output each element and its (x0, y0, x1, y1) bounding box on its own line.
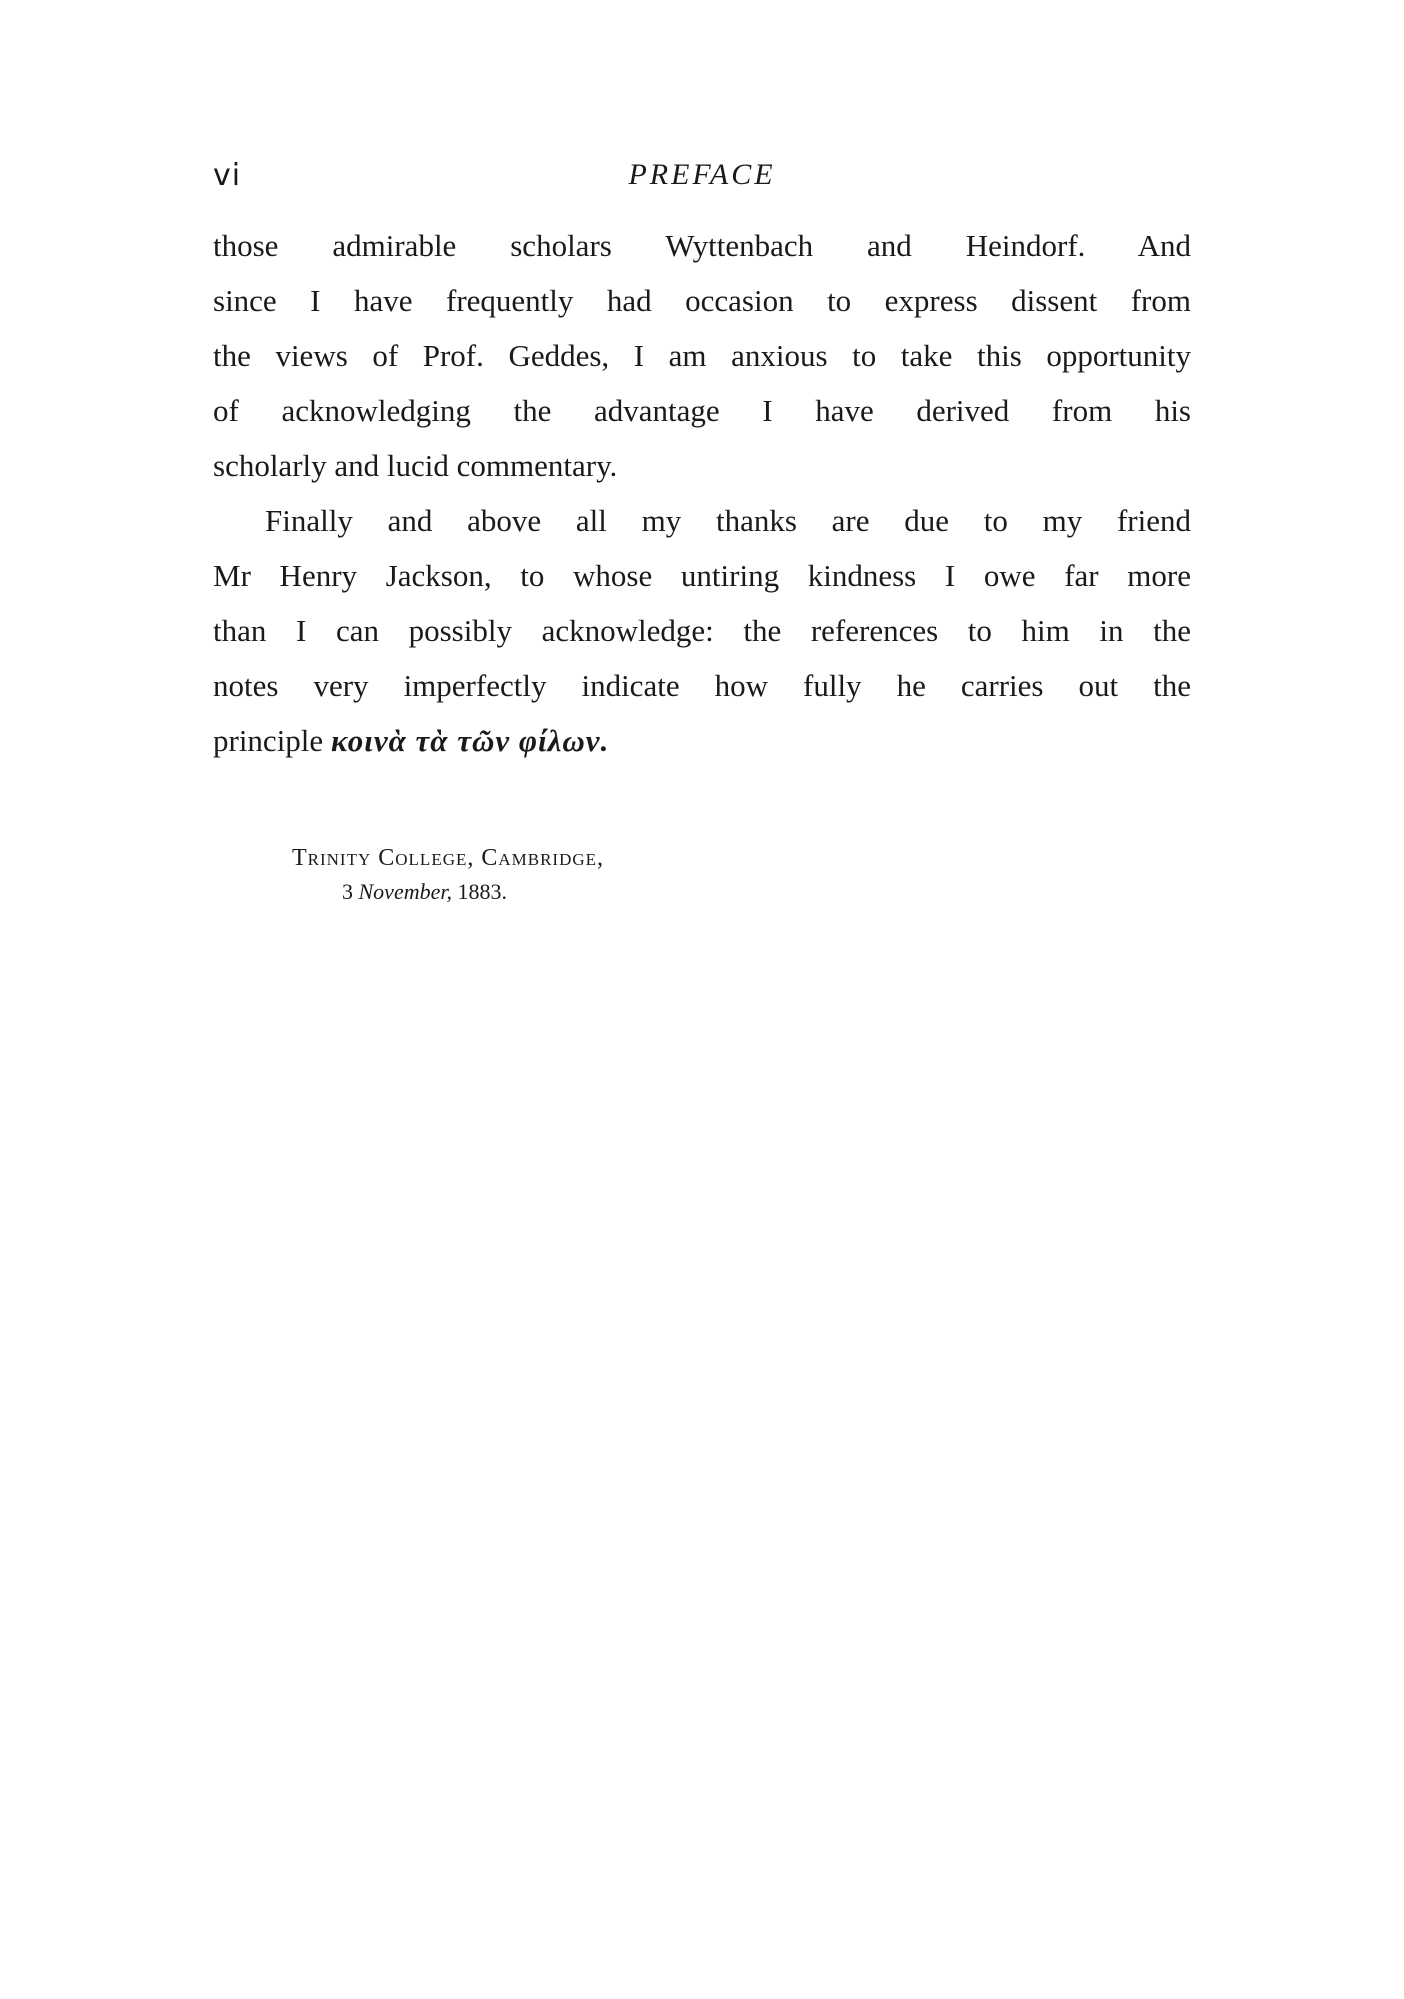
text-line: scholarly and lucid commentary. (213, 448, 618, 483)
text-line: Finally and above all my thanks are due to my friend (265, 503, 1191, 538)
date-month: November, (358, 879, 452, 904)
text-line: of acknowledging the advantage I have derived from his (213, 393, 1191, 428)
signature-date (292, 875, 812, 909)
page-number: vi (213, 158, 242, 193)
date-year: 1883. (457, 879, 507, 904)
signature-block (292, 841, 812, 909)
greek-phrase: κοινὰ τὰ τῶν φίλων. (330, 723, 610, 758)
running-head (213, 158, 1191, 202)
text-line: Mr Henry Jackson, to whose untiring kindness I owe far more (213, 558, 1191, 593)
date-day: 3 (342, 879, 353, 904)
running-title: PREFACE (628, 158, 776, 191)
text-line: those admirable scholars Wyttenbach and Heindorf. And (213, 228, 1191, 263)
preface-body (213, 218, 1191, 768)
last-line-prefix: principle (213, 723, 324, 758)
text-line: than I can possibly acknowledge: the references to him in the (213, 613, 1191, 648)
text-line: notes very imperfectly indicate how fully he carries out the (213, 668, 1191, 703)
signature-place: Trinity College, Cambridge, (292, 845, 605, 871)
text-line: since I have frequently had occasion to express dissent from (213, 283, 1191, 318)
text-line-last (213, 713, 1191, 768)
text-line: the views of Prof. Geddes, I am anxious to take this opportunity (213, 338, 1191, 373)
